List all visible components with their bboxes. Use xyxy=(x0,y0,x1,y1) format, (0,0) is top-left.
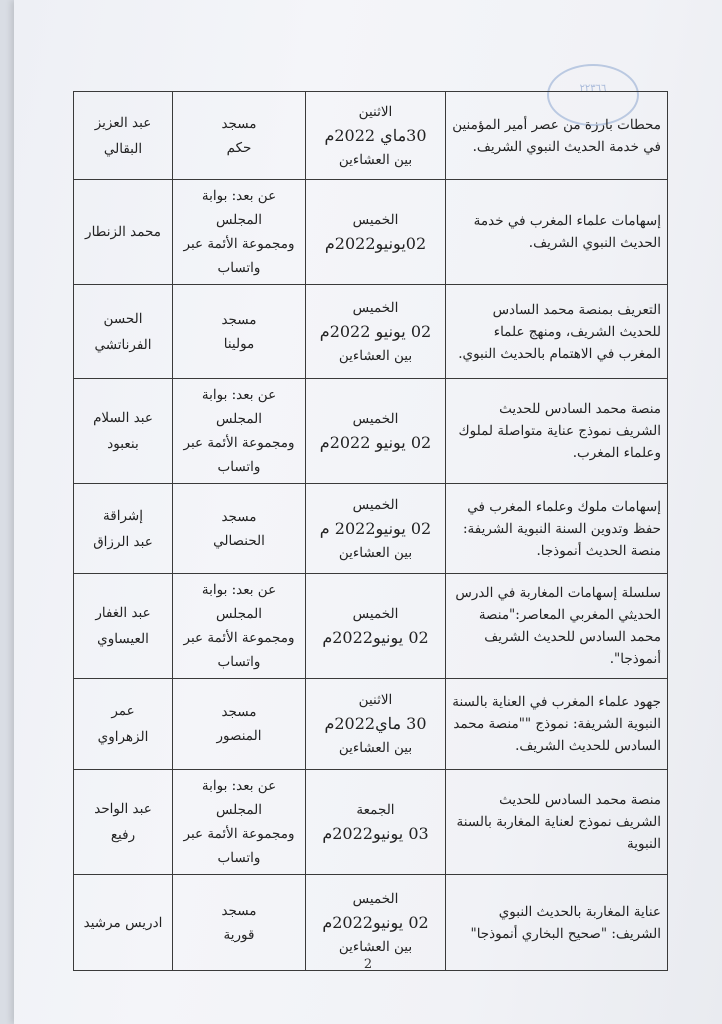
lecture-speaker-line: الحسن الفرناتشي xyxy=(94,310,152,353)
lecture-date-line: 02يونيو2022م xyxy=(324,234,427,253)
lecture-topic: عناية المغاربة بالحديث النبوي الشريف: "صحيح البخاري أنموذجا" xyxy=(446,875,668,971)
lecture-venue-line: ومجموعة الأئمة عبر xyxy=(183,236,295,252)
lecture-date-line: بين العشاءين xyxy=(338,740,413,756)
lecture-venue xyxy=(173,285,306,379)
document-page xyxy=(14,0,722,1024)
lecture-date-line: 02 يونيو2022م xyxy=(322,628,429,647)
lecture-date-line: 02 يونيو 2022م xyxy=(319,321,432,341)
lecture-schedule-table xyxy=(73,91,668,971)
lecture-speaker xyxy=(74,92,173,180)
lecture-speaker-line: عبد السلام xyxy=(93,410,153,426)
lecture-topic: منصة محمد السادس للحديث الشريف نموذج لعناية المغاربة بالسنة النبوية xyxy=(446,770,668,875)
lecture-speaker-line: إشراقة xyxy=(103,507,143,524)
lecture-date-line: الخميس xyxy=(352,890,399,907)
lecture-date xyxy=(306,92,446,180)
lecture-date-line: 02 يونيو2022 م xyxy=(319,518,432,538)
lecture-venue-line: واتساب xyxy=(217,260,261,276)
lecture-speaker-line: عبد العزيز البقالي xyxy=(94,114,152,157)
lecture-date-line: الجمعة xyxy=(356,802,395,818)
lecture-date-line: الخميس xyxy=(352,212,399,228)
lecture-date-line: 02 يونيو2022م xyxy=(322,912,429,932)
lecture-speaker xyxy=(74,574,173,679)
lecture-venue-line: مسجد xyxy=(221,704,257,720)
lecture-speaker xyxy=(74,770,173,875)
lecture-venue-line: حكم xyxy=(226,139,252,156)
table-row xyxy=(74,285,668,379)
lecture-venue-line: واتساب xyxy=(217,654,261,670)
lecture-date-line: 02 يونيو 2022م xyxy=(319,433,432,452)
lecture-date-line: الخميس xyxy=(352,411,399,427)
lecture-venue-line: واتساب xyxy=(217,459,261,475)
lecture-venue-line: قورية xyxy=(223,926,255,943)
lecture-venue-line: مولينا xyxy=(223,335,255,352)
table-row xyxy=(74,574,668,679)
lecture-venue xyxy=(173,484,306,574)
lecture-date xyxy=(306,484,446,574)
lecture-topic: محطات بارزة من عصر أمير المؤمنين في خدمة الحديث النبوي الشريف. xyxy=(446,92,668,180)
lecture-speaker-line: بنعبود xyxy=(107,436,139,452)
lecture-date-line: بين العشاءين xyxy=(338,347,413,364)
lecture-topic: جهود علماء المغرب في العناية بالسنة النبوية الشريفة: نموذج ""منصة محمد السادس للحديث الشريف. xyxy=(446,679,668,770)
lecture-venue-line: ومجموعة الأئمة عبر xyxy=(183,435,295,451)
lecture-venue xyxy=(173,180,306,285)
lecture-speaker-line: الزهراوي xyxy=(97,729,149,745)
lecture-date-line: بين العشاءين xyxy=(338,938,413,955)
table-row xyxy=(74,679,668,770)
lecture-venue-line: مسجد xyxy=(221,115,257,132)
lecture-venue xyxy=(173,379,306,484)
lecture-speaker-line: محمد الزنطار xyxy=(85,224,161,240)
lecture-date-line: 30ماي 2022م xyxy=(324,125,427,145)
lecture-speaker-line: ادريس مرشيد xyxy=(83,914,163,931)
lecture-speaker xyxy=(74,679,173,770)
lecture-venue-line: مسجد xyxy=(221,311,257,328)
lecture-topic: إسهامات علماء المغرب في خدمة الحديث النبوي الشريف. xyxy=(446,180,668,285)
lecture-speaker-line: عمر xyxy=(111,703,135,719)
lecture-topic: سلسلة إسهامات المغاربة في الدرس الحديثي المغربي المعاصر:"منصة محمد السادس للحديث الشريف أنموذجا". xyxy=(446,574,668,679)
table-row xyxy=(74,379,668,484)
lecture-venue-line: مسجد xyxy=(221,902,257,919)
lecture-speaker xyxy=(74,379,173,484)
lecture-venue xyxy=(173,875,306,971)
lecture-speaker-line: العيساوي xyxy=(97,631,149,647)
lecture-date-line: بين العشاءين xyxy=(338,544,413,561)
lecture-venue-line: عن بعد: بوابة المجلس xyxy=(201,582,277,622)
lecture-venue-line: عن بعد: بوابة المجلس xyxy=(201,387,277,427)
lecture-topic: منصة محمد السادس للحديث الشريف نموذج عناية متواصلة لملوك وعلماء المغرب. xyxy=(446,379,668,484)
lecture-speaker-line: عبد الواحد رفيع xyxy=(94,801,152,843)
lecture-date-line: الاثنين xyxy=(358,692,393,708)
table-row xyxy=(74,770,668,875)
lecture-venue-line: واتساب xyxy=(217,850,261,866)
lecture-topic: التعريف بمنصة محمد السادس للحديث الشريف، ومنهج علماء المغرب في الاهتمام بالحديث النبوي. xyxy=(446,285,668,379)
lecture-date-line: الخميس xyxy=(352,299,399,316)
lecture-date xyxy=(306,679,446,770)
lecture-venue-line: الحنصالي xyxy=(213,532,265,549)
lecture-date xyxy=(306,770,446,875)
lecture-venue-line: عن بعد: بوابة المجلس xyxy=(201,188,277,228)
lecture-venue-line: المنصور xyxy=(216,728,262,744)
lecture-date xyxy=(306,180,446,285)
lecture-speaker xyxy=(74,180,173,285)
lecture-date xyxy=(306,574,446,679)
lecture-date-line: 03 يونيو2022م xyxy=(322,824,429,843)
table-row xyxy=(74,484,668,574)
page-number: 2 xyxy=(363,957,373,972)
lecture-venue xyxy=(173,679,306,770)
lecture-venue xyxy=(173,770,306,875)
lecture-date-line: الخميس xyxy=(352,496,399,513)
lecture-venue-line: مسجد xyxy=(221,508,257,525)
table-row xyxy=(74,180,668,285)
lecture-date-line: بين العشاءين xyxy=(338,151,413,168)
lecture-speaker-line: عبد الغفار xyxy=(95,605,151,621)
lecture-topic: إسهامات ملوك وعلماء المغرب في حفظ وتدوين السنة النبوية الشريفة: منصة الحديث أنموذجا. xyxy=(446,484,668,574)
lecture-date-line: 30 ماي2022م xyxy=(324,714,427,733)
lecture-speaker xyxy=(74,285,173,379)
lecture-venue-line: ومجموعة الأئمة عبر xyxy=(183,630,295,646)
lecture-venue-line: ومجموعة الأئمة عبر xyxy=(183,826,295,842)
lecture-date-line: الاثنين xyxy=(358,103,393,120)
lecture-date xyxy=(306,379,446,484)
lecture-venue xyxy=(173,92,306,180)
lecture-speaker-line: عبد الرزاق xyxy=(93,533,153,550)
lecture-speaker xyxy=(74,875,173,971)
lecture-speaker xyxy=(74,484,173,574)
lecture-date xyxy=(306,285,446,379)
lecture-venue-line: عن بعد: بوابة المجلس xyxy=(201,778,277,818)
lecture-venue xyxy=(173,574,306,679)
lecture-date-line: الخميس xyxy=(352,606,399,622)
stamp-text: ٢٢٣٦٦ xyxy=(579,83,607,94)
table-row xyxy=(74,92,668,180)
